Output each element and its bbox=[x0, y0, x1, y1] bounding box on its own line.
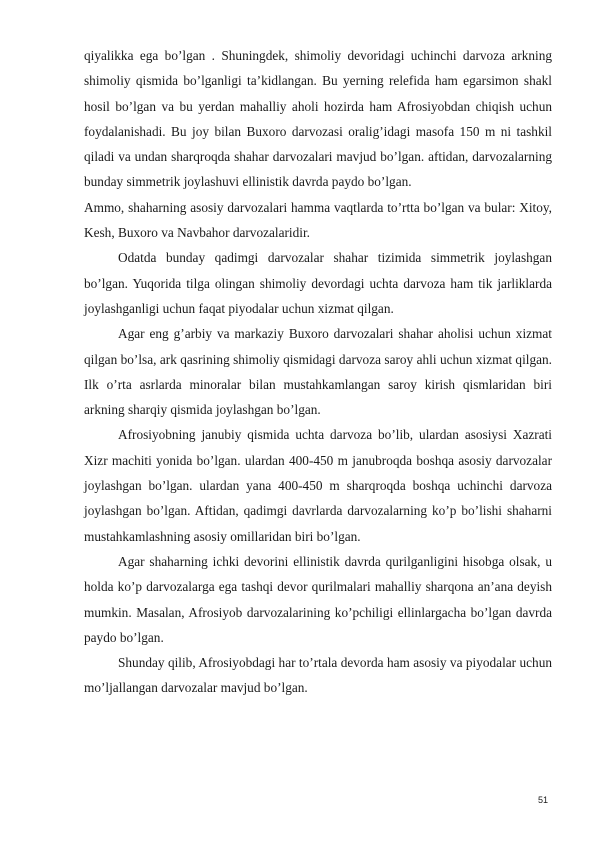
page-number: 51 bbox=[538, 795, 549, 805]
document-body bbox=[84, 43, 552, 701]
paragraph-symmetry: Odatda bunday qadimgi darvozalar shahar tizimida simmetrik joylashgan bo’lgan. Yuqorida tilga olingan shimoliy devordagi uchta darvoza ham tik jarliklarda joylashganligi uchun faqat piyodalar uchun xizmat qilgan. bbox=[84, 250, 552, 316]
paragraph-inner-wall: Agar shaharning ichki devorini ellinistik davrda qurilganligini hisobga olsak, u holda ko’p darvozalarga ega tashqi devor qurilmalari mahalliy sharqona an’ana deyish mumkin. Masalan, Afrosiyob darvozalarining ko’pchiligi ellinlargacha bo’lgan davrda paydo bo’lgan. bbox=[84, 553, 552, 645]
paragraph-southern-gates: Afrosiyobning janubiy qismida uchta darvoza bo’lib, ulardan asosiysi Xazrati Xizr machiti yonida bo’lgan. ulardan 400-450 m janubroqda boshqa asosiy darvozalar joylashgan bo’lgan. ulardan yana 400-450 m sharqroqda boshqa uchinchi darvoza joylashgan bo’lgan. Aftidan, qadimgi davrlarda darvozalarning ko’p bo’lishi shaharni mustahkamlashning asosiy omillaridan biri bo’lgan. bbox=[84, 427, 552, 544]
paragraph-main-gates: Ammo, shaharning asosiy darvozalari hamma vaqtlarda to’rtta bo’lgan va bular: Xitoy, Kesh, Buxoro va Navbahor darvozalaridir. bbox=[84, 199, 552, 241]
paragraph-continuation: qiyalikka ega bo’lgan . Shuningdek, shimoliy devoridagi uchinchi darvoza arkning shimoliy qismida bo’lganligi ta’kidlangan. Bu yerning relefida ham egarsimon shakl hosil bo’lgan va bu yerdan mahalliy aholi hozirda ham Afrosiyobdan chiqish uchun foydalanishadi. Bu joy bilan Buxoro darvozasi oralig’idagi masofa 150 m ni tashkil qiladi va undan sharqroqda shahar darvozalari mavjud bo’lgan. aftidan, darvozalarning bunday simmetrik joylashuvi ellinistik davrda paydo bo’lgan. bbox=[84, 48, 552, 190]
paragraph-conclusion: Shunday qilib, Afrosiyobdagi har to’rtala devorda ham asosiy va piyodalar uchun mo’ljallangan darvozalar mavjud bo’lgan. bbox=[84, 655, 552, 696]
paragraph-bukhara-gates: Agar eng g’arbiy va markaziy Buxoro darvozalari shahar aholisi uchun xizmat qilgan bo’lsa, ark qasrining shimoliy qismidagi darvoza saroy ahli uchun xizmat qilgan. Ilk o’rta asrlarda minoralar bilan mustahkamlangan saroy kirish qismlaridan biri arkning sharqiy qismida joylashgan bo’lgan. bbox=[84, 326, 552, 418]
